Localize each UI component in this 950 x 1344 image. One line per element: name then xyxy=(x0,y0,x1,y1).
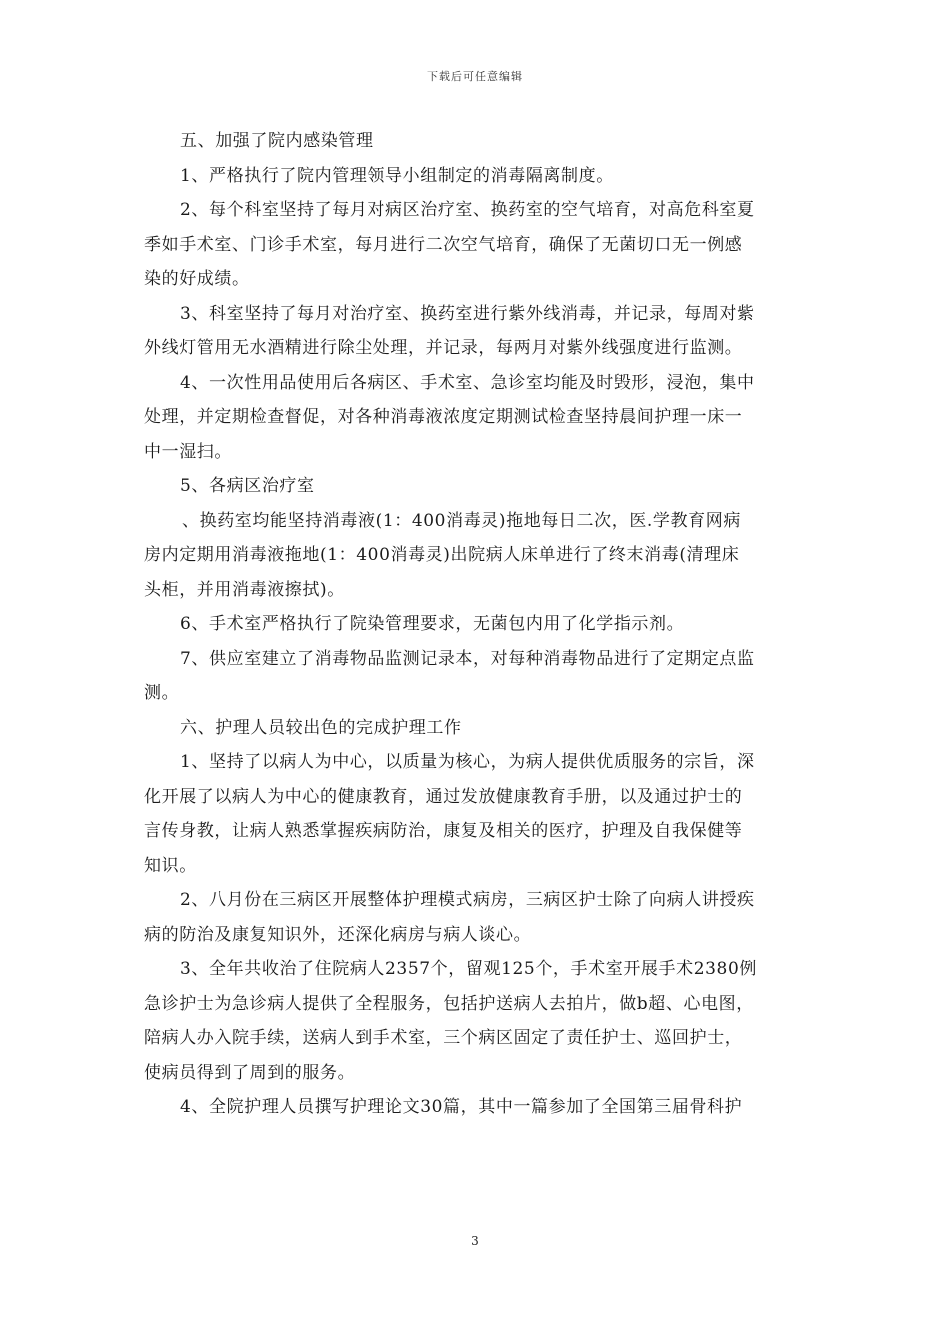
section-heading: 五、加强了院内感染管理 xyxy=(180,131,374,151)
paragraph-line: 知识。 xyxy=(144,855,197,876)
paragraph-line: 化开展了以病人为中心的健康教育，通过发放健康教育手册，以及通过护士的 xyxy=(144,786,743,807)
paragraph-line: 陪病人办入院手续，送病人到手术室，三个病区固定了责任护士、巡回护士， xyxy=(144,1028,743,1048)
paragraph-line: 1、严格执行了院内管理领导小组制定的消毒隔离制度。 xyxy=(180,165,614,186)
paragraph-line: 测。 xyxy=(144,683,180,703)
document-body xyxy=(144,124,806,1125)
page-number: 3 xyxy=(471,1234,479,1248)
paragraph-line: 7、供应室建立了消毒物品监测记录本，对每种消毒物品进行了定期定点监 xyxy=(180,648,755,669)
paragraph-line: 2、每个科室坚持了每月对病区治疗室、换药室的空气培育，对高危科室夏 xyxy=(180,200,755,220)
paragraph-line: 3、全年共收治了住院病人2357个，留观125个，手术室开展手术2380例 xyxy=(180,959,757,979)
paragraph-line: 使病员得到了周到的服务。 xyxy=(144,1062,356,1083)
paragraph-line: 季如手术室、门诊手术室，每月进行二次空气培育，确保了无菌切口无一例感 xyxy=(144,234,743,255)
paragraph-line: 4、全院护理人员撰写护理论文30篇，其中一篇参加了全国第三届骨科护 xyxy=(180,1097,743,1117)
paragraph-line: 房内定期用消毒液拖地(1：400消毒灵)出院病人床单进行了终末消毒(清理床 xyxy=(144,545,740,565)
paragraph-line: 头柜，并用消毒液擦拭)。 xyxy=(144,579,345,600)
section-heading: 六、护理人员较出色的完成护理工作 xyxy=(180,717,462,738)
paragraph-line: 2、八月份在三病区开展整体护理模式病房，三病区护士除了向病人讲授疾 xyxy=(180,890,755,910)
paragraph-line: 急诊护士为急诊病人提供了全程服务，包括护送病人去拍片，做b超、心电图， xyxy=(144,993,754,1014)
paragraph-line: 、换药室均能坚持消毒液(1：400消毒灵)拖地每日二次，医.学教育网病 xyxy=(182,510,741,531)
paragraph-line: 处理，并定期检查督促，对各种消毒液浓度定期测试检查坚持晨间护理一床一 xyxy=(144,407,743,427)
paragraph-line: 1、坚持了以病人为中心，以质量为核心，为病人提供优质服务的宗旨，深 xyxy=(180,752,755,772)
paragraph-line: 3、科室坚持了每月对治疗室、换药室进行紫外线消毒，并记录，每周对紫 xyxy=(180,303,755,324)
paragraph-line: 染的好成绩。 xyxy=(144,269,250,289)
paragraph-line: 4、一次性用品使用后各病区、手术室、急诊室均能及时毁形，浸泡，集中 xyxy=(180,372,755,393)
paragraph-line: 病的防治及康复知识外，还深化病房与病人谈心。 xyxy=(144,924,532,945)
paragraph-line: 言传身教，让病人熟悉掌握疾病防治，康复及相关的医疗，护理及自我保健等 xyxy=(144,821,743,841)
paragraph-line: 中一湿扫。 xyxy=(144,441,232,462)
paragraph-line: 6、手术室严格执行了院染管理要求，无菌包内用了化学指示剂。 xyxy=(180,614,685,634)
header-note: 下载后可任意编辑 xyxy=(427,70,523,83)
paragraph-line: 5、各病区治疗室 xyxy=(180,476,315,496)
paragraph-line: 外线灯管用无水酒精进行除尘处理，并记录，每两月对紫外线强度进行监测。 xyxy=(144,338,743,358)
